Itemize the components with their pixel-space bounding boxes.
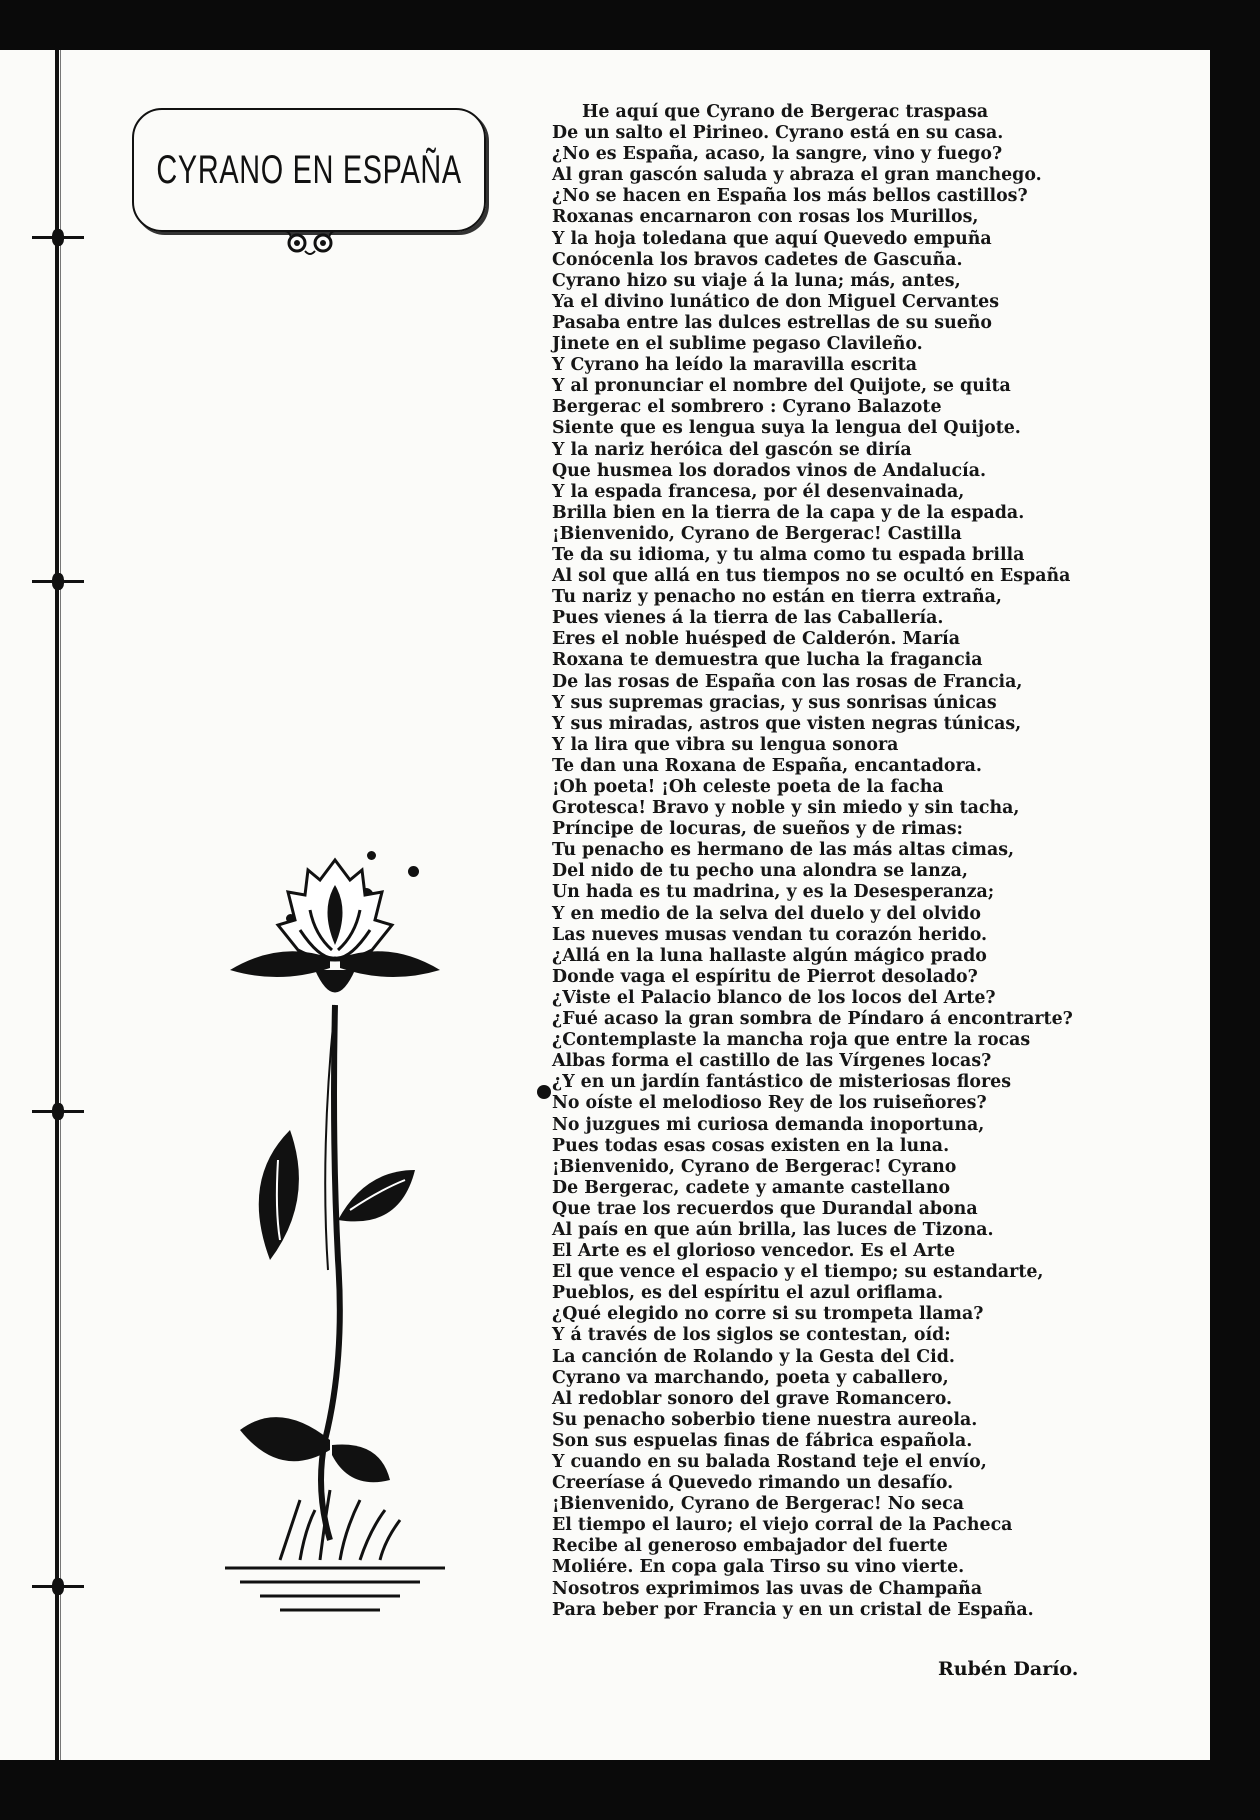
poem-line: Te dan una Roxana de España, encantadora. (552, 755, 982, 776)
poem-line: Roxanas encarnaron con rosas los Murillos, (552, 207, 979, 228)
poem-line: Roxana te demuestra que lucha la fragancia (552, 650, 983, 671)
poem-line: Pues vienes á la tierra de las Caballería. (552, 608, 944, 629)
poem-line: Brilla bien en la tierra de la capa y de la espada. (552, 502, 1025, 523)
poem-line: ¡Oh poeta! ¡Oh celeste poeta de la facha (552, 777, 944, 797)
poem-line: Príncipe de locuras, de sueños y de rimas: (552, 819, 963, 840)
border-ornament (32, 236, 84, 239)
scroll-ornament-icon (245, 225, 375, 259)
flower-illustration (220, 840, 450, 1620)
poem-line: Y la lira que vibra su lengua sonora (552, 734, 899, 755)
page-title: CYRANO EN ESPAÑA (156, 147, 462, 192)
poem-line: De Bergerac, cadete y amante castellano (552, 1177, 951, 1198)
poem-line: Y la espada francesa, por él desenvainada, (552, 481, 965, 502)
poem-line: Jinete en el sublime pegaso Clavileño. (552, 334, 923, 355)
poem-line: No juzgues mi curiosa demanda inoportuna, (552, 1114, 985, 1135)
poem-line: Pues todas esas cosas existen en la luna. (552, 1135, 950, 1156)
poem-line: ¿No se hacen en España los más bellos castillos? (552, 186, 1028, 207)
poem-line: ¿Allá en la luna hallaste algún mágico prado (552, 945, 987, 966)
poem-body (552, 102, 1152, 1621)
poem-line: ¡Bienvenido, Cyrano de Bergerac! Castilla (552, 523, 962, 544)
poem-line: Te da su idioma, y tu alma como tu espada brilla (552, 544, 1025, 565)
poem-line: Y á través de los siglos se contestan, oíd: (552, 1325, 951, 1346)
poem-line: Y la hoja toledana que aquí Quevedo empuña (552, 228, 992, 249)
poem-line: ¡Bienvenido, Cyrano de Bergerac! Cyrano (552, 1156, 957, 1177)
poem-line: ¡Bienvenido, Cyrano de Bergerac! No seca (552, 1494, 965, 1515)
border-ornament (32, 1585, 84, 1588)
poem-line: Del nido de tu pecho una alondra se lanza, (552, 861, 968, 882)
poem-line: Y la nariz heróica del gascón se diría (552, 439, 912, 460)
left-border-rule (55, 50, 59, 1760)
ink-spot (537, 1085, 551, 1099)
poem-line: El que vence el espacio y el tiempo; su estandarte, (552, 1262, 1044, 1283)
poem-line: Nosotros exprimimos las uvas de Champaña (552, 1578, 983, 1599)
poem-line: Las nueves musas vendan tu corazón herido. (552, 924, 988, 945)
poem-line: ¿Y en un jardín fantástico de misteriosas flores (552, 1072, 1012, 1093)
poem-line: Y al pronunciar el nombre del Quijote, se quita (552, 376, 1011, 397)
poem-line: Cyrano va marchando, poeta y caballero, (552, 1367, 949, 1388)
poem-line: Y sus miradas, astros que visten negras túnicas, (552, 713, 1022, 734)
poem-line: Conócenla los bravos cadetes de Gascuña. (552, 249, 963, 270)
poem-line: Y sus supremas gracias, y sus sonrisas únicas (552, 692, 997, 713)
poem-line: Creeríase á Quevedo rimando un desafío. (552, 1473, 954, 1494)
poem-line: De las rosas de España con las rosas de Francia, (552, 671, 1023, 692)
poem-line: Ya el divino lunático de don Miguel Cervantes (552, 291, 1000, 312)
poem-line: ¿Fué acaso la gran sombra de Píndaro á encontrarte? (552, 1009, 1073, 1030)
poem-line: El tiempo el lauro; el viejo corral de la Pacheca (552, 1515, 1013, 1536)
poem-line: Pueblos, es del espíritu el azul oriflama. (552, 1283, 944, 1304)
poem-line: Donde vaga el espíritu de Pierrot desolado? (552, 966, 978, 987)
poem-line: Al país en que aún brilla, las luces de Tizona. (552, 1219, 994, 1240)
poem-line: De un salto el Pirineo. Cyrano está en su casa. (552, 123, 1004, 144)
poem-line: Grotesca! Bravo y noble y sin miedo y sin tacha, (552, 798, 1020, 819)
poem-line: Tu penacho es hermano de las más altas cimas, (552, 840, 1015, 861)
poem-line: No oíste el melodioso Rey de los ruiseñores? (552, 1093, 987, 1114)
poem-line: Son sus espuelas finas de fábrica española. (552, 1430, 973, 1451)
left-border-rule-thin (60, 50, 61, 1760)
title-cartouche (132, 108, 486, 232)
poem-line: Pasaba entre las dulces estrellas de su sueño (552, 312, 993, 333)
poem-line: Siente que es lengua suya la lengua del Quijote. (552, 418, 1021, 439)
poem-line: ¿No es España, acaso, la sangre, vino y fuego? (552, 144, 1003, 165)
poem-line: ¿Viste el Palacio blanco de los locos del Arte? (552, 987, 996, 1008)
poem-line: Cyrano hizo su viaje á la luna; más, antes, (552, 270, 961, 291)
poem-line: Para beber por Francia y en un cristal de España. (552, 1599, 1034, 1620)
poem-line: Al redoblar sonoro del grave Romancero. (552, 1388, 953, 1409)
border-ornament (32, 1110, 84, 1113)
poem-line: He aquí que Cyrano de Bergerac traspasa (582, 102, 989, 122)
poem-line: Bergerac el sombrero : Cyrano Balazote (552, 397, 942, 418)
poem-line: Su penacho soberbio tiene nuestra aureola. (552, 1409, 978, 1430)
author-signature: Rubén Darío. (938, 1658, 1079, 1680)
poem-line: Y en medio de la selva del duelo y del olvido (552, 903, 981, 924)
poem-line: ¿Contemplaste la mancha roja que entre la rocas (552, 1030, 1031, 1051)
poem-line: Y cuando en su balada Rostand teje el envío, (552, 1452, 987, 1472)
poem-line: Que trae los recuerdos que Durandal abona (552, 1198, 978, 1219)
poem-line: La canción de Rolando y la Gesta del Cid. (552, 1346, 955, 1367)
poem-line: Eres el noble huésped de Calderón. María (552, 629, 961, 650)
poem-line: Tu nariz y penacho no están en tierra extraña, (552, 587, 1002, 608)
poem-line: Al sol que allá en tus tiempos no se ocultó en España (552, 566, 1071, 587)
document-page (0, 50, 1210, 1760)
poem-line: Recibe al generoso embajador del fuerte (552, 1536, 948, 1557)
poem-line: Que husmea los dorados vinos de Andalucía. (552, 460, 987, 481)
poem-line: Y Cyrano ha leído la maravilla escrita (552, 355, 917, 376)
poem-line: Moliére. En copa gala Tirso su vino vierte. (552, 1557, 965, 1578)
poem-line: Al gran gascón saluda y abraza el gran manchego. (552, 165, 1042, 186)
poem-line: ¿Qué elegido no corre si su trompeta llama? (552, 1304, 984, 1325)
poem-line: Un hada es tu madrina, y es la Desesperanza; (552, 882, 995, 903)
border-ornament (32, 580, 84, 583)
poem-line: El Arte es el glorioso vencedor. Es el Arte (552, 1241, 956, 1262)
poem-line: Albas forma el castillo de las Vírgenes locas? (552, 1051, 992, 1072)
